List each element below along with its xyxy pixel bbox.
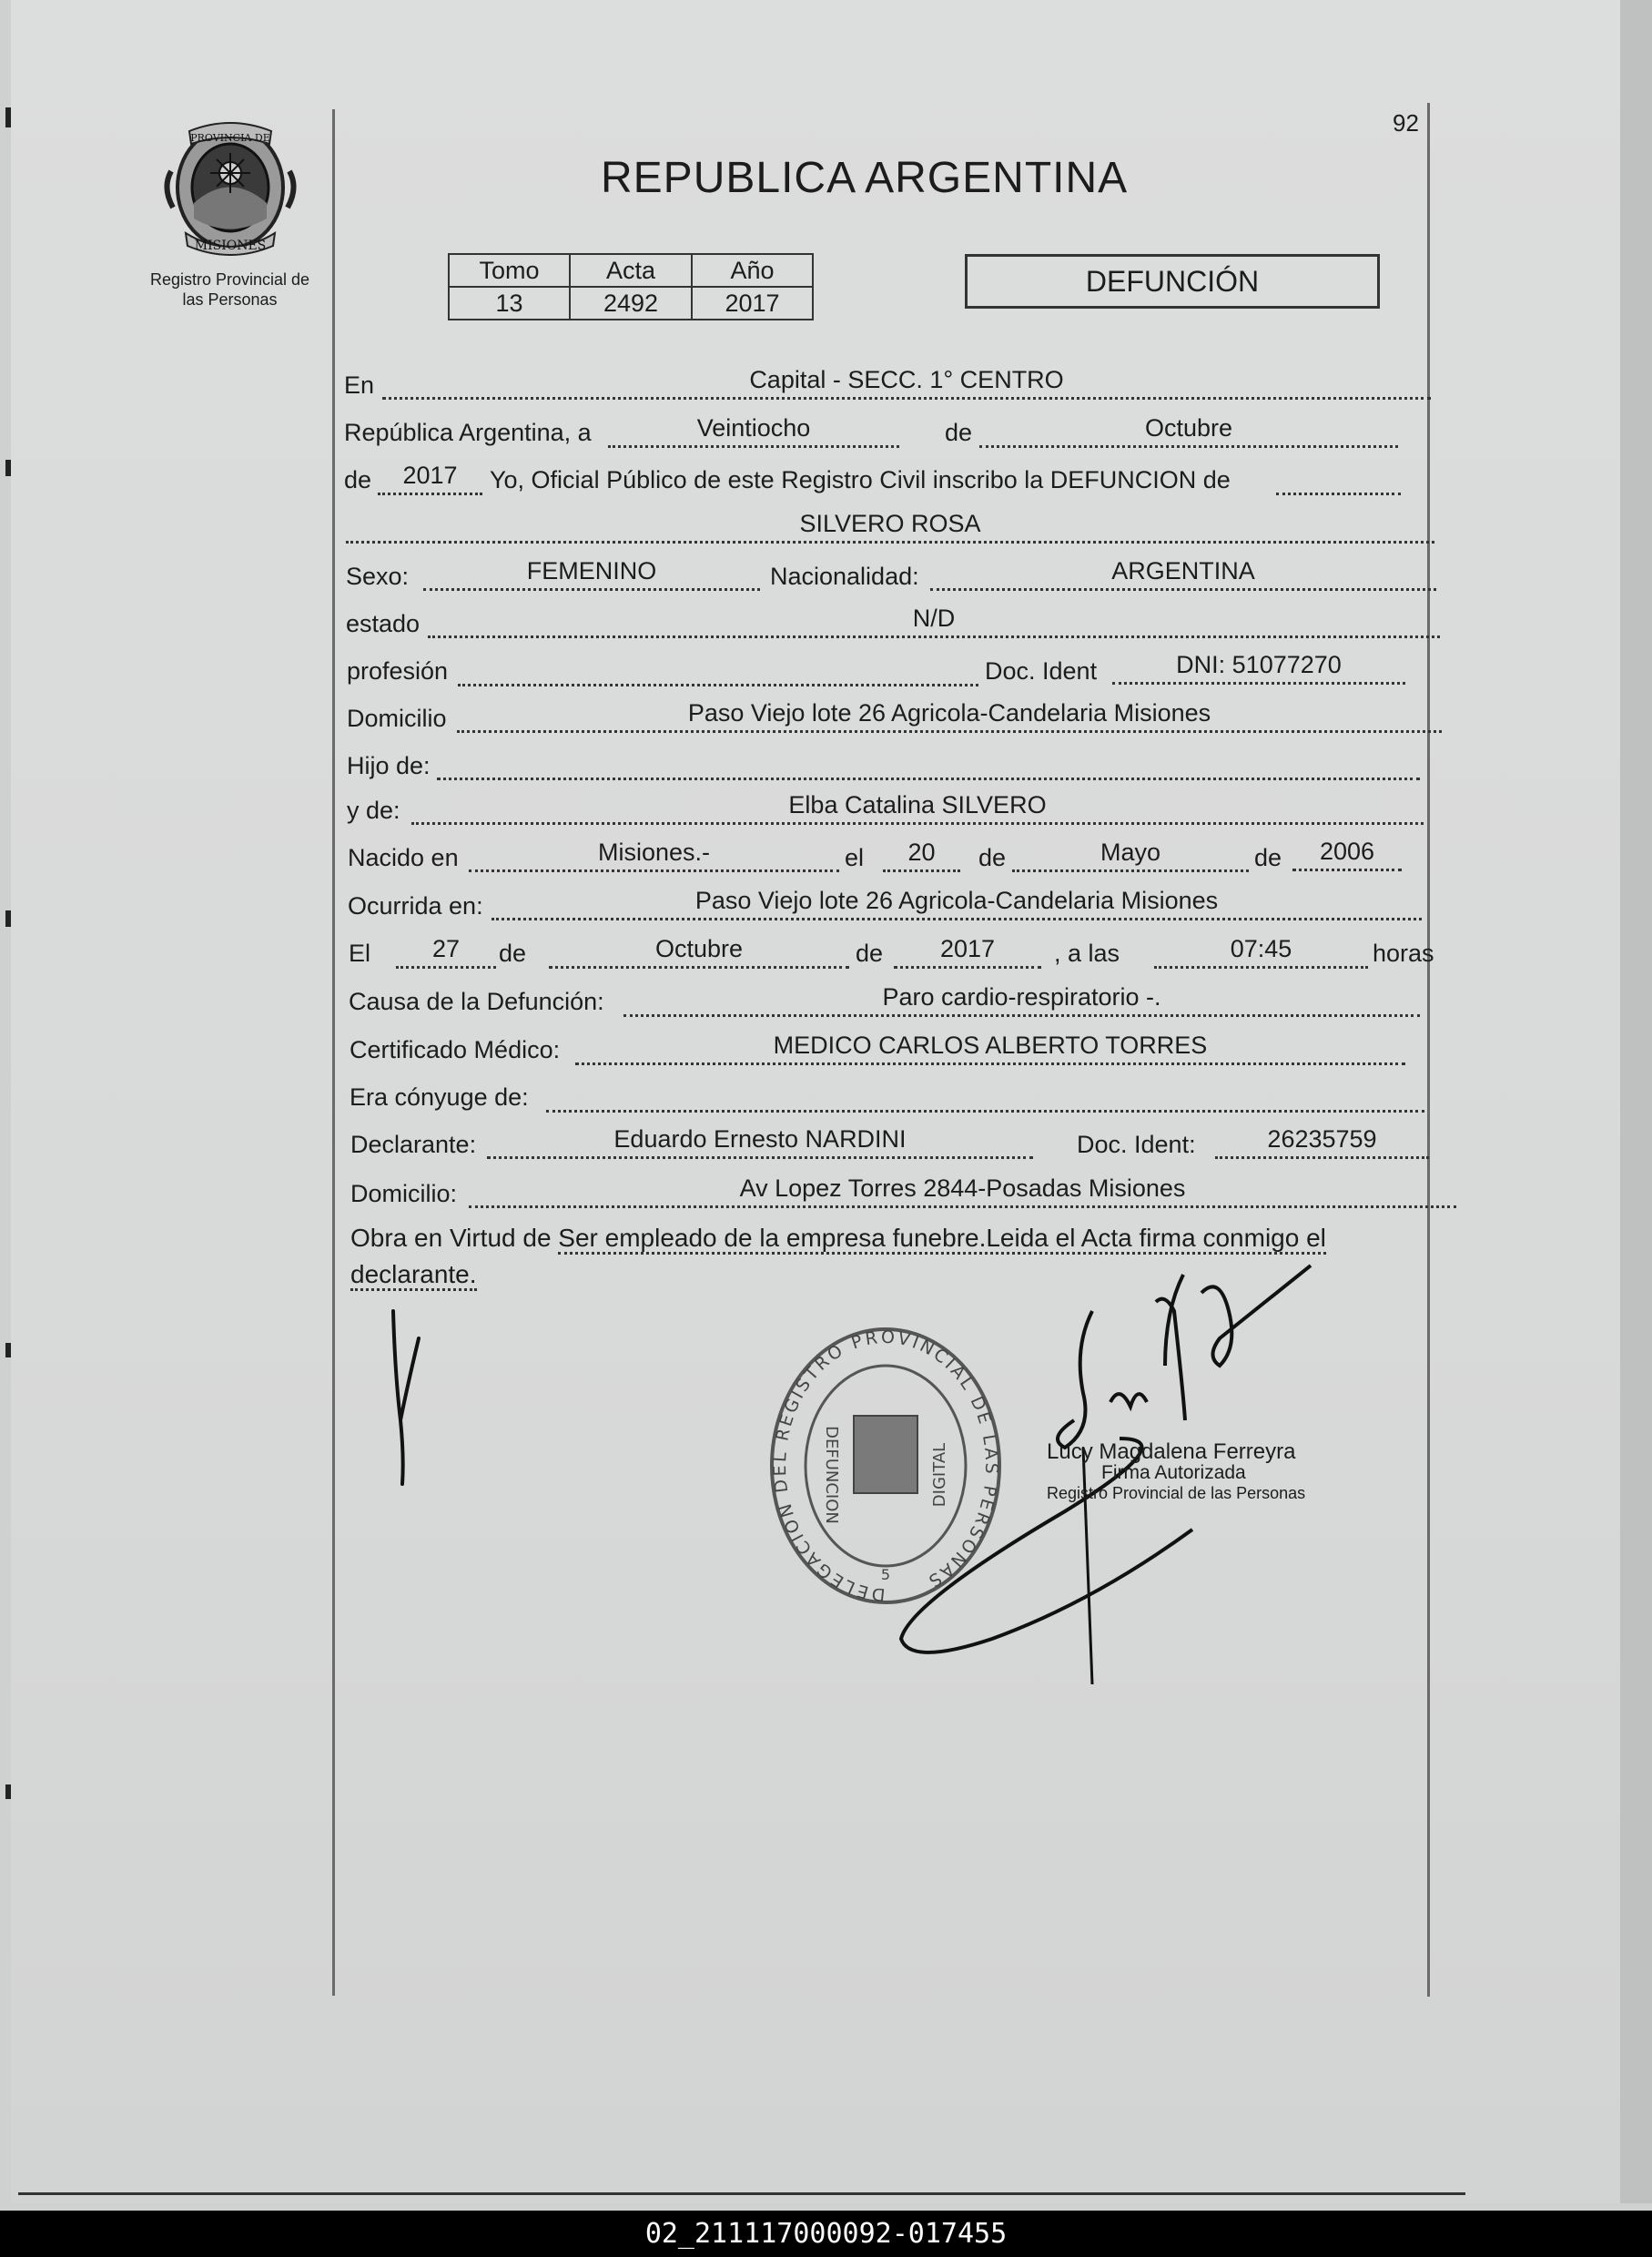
field-blank (1276, 462, 1401, 495)
label-obra: Obra en Virtud de (350, 1224, 552, 1252)
field-profesion (458, 653, 978, 686)
label-causa: Causa de la Defunción: (349, 988, 604, 1015)
table-header-tomo: Tomo (449, 254, 570, 287)
label-nacido-en: Nacido en (348, 844, 459, 871)
label-el: El (349, 940, 371, 967)
label-hijo-de: Hijo de: (347, 752, 431, 779)
label-de: de (978, 844, 1007, 871)
scan-mark (5, 107, 11, 127)
field-def-dia: 27 (396, 935, 496, 969)
page-edge-shadow (1620, 0, 1652, 2203)
obra-en-virtud-paragraph (350, 1220, 1456, 1293)
label-de: de (344, 466, 372, 493)
label-de: de (1254, 844, 1282, 871)
label-certificado: Certificado Médico: (350, 1036, 561, 1063)
scan-mark (5, 460, 11, 476)
field-lugar: Capital - SECC. 1° CENTRO (382, 366, 1431, 400)
misiones-seal-logo (162, 117, 299, 258)
field-def-hora: 07:45 (1154, 935, 1368, 969)
field-nac-anio: 2006 (1292, 838, 1402, 871)
field-hijo-de (437, 747, 1420, 780)
label-de: de (856, 940, 884, 967)
label-republica: República Argentina, a (344, 419, 592, 446)
signer-role: Firma Autorizada (1101, 1462, 1246, 1483)
signer-org: Registro Provincial de las Personas (1047, 1484, 1306, 1502)
record-reference-table (448, 253, 814, 320)
stamp-inner-right: DIGITAL (930, 1442, 949, 1508)
label-nacionalidad: Nacionalidad: (770, 563, 919, 590)
label-sexo: Sexo: (346, 563, 410, 590)
field-estado: N/D (428, 605, 1440, 638)
field-causa: Paro cardio-respiratorio -. (623, 983, 1420, 1017)
stamp-inner-left: DEFUNCION (822, 1426, 841, 1524)
field-dia: Veintiocho (608, 414, 899, 448)
field-certificado: MEDICO CARLOS ALBERTO TORRES (575, 1032, 1405, 1065)
label-domicilio: Domicilio (347, 705, 447, 732)
field-sexo: FEMENINO (423, 557, 760, 591)
stamp-number: 5 (880, 1566, 891, 1583)
label-domicilio: Domicilio: (350, 1180, 458, 1207)
label-el: el (845, 844, 865, 871)
field-mes: Octubre (979, 414, 1398, 448)
label-y-de: y de: (347, 797, 400, 824)
label-ocurrida: Ocurrida en: (348, 892, 483, 920)
table-value-acta: 2492 (570, 287, 692, 320)
label-doc-ident: Doc. Ident: (1077, 1131, 1196, 1158)
field-conyuge (546, 1079, 1424, 1113)
document-title: REPUBLICA ARGENTINA (601, 154, 1129, 202)
label-doc-ident: Doc. Ident (985, 657, 1098, 685)
field-anio: 2017 (378, 462, 482, 495)
stamp-ring-text: DELEGACION DEL REGISTRO PROVINCIAL DE LAS PERSONAS (769, 1327, 1002, 1605)
scan-mark (5, 1784, 11, 1799)
field-nac-mes: Mayo (1012, 839, 1249, 872)
signer-block (1047, 1441, 1305, 1504)
field-declarante: Eduardo Ernesto NARDINI (487, 1125, 1033, 1159)
field-obra: Ser empleado de la empresa funebre.Leida el Acta firma conmigo el declarante. (350, 1224, 1326, 1291)
field-declarante-doc: 26235759 (1215, 1125, 1429, 1159)
scan-file-id: 02_211117000092-017455 (0, 2211, 1652, 2257)
svg-text:PROVINCIA DE: PROVINCIA DE (190, 132, 270, 144)
page-number: 92 (1393, 109, 1419, 137)
table-value-row (449, 287, 813, 320)
table-header-acta: Acta (570, 254, 692, 287)
signer-name: Lucy Magdalena Ferreyra (1047, 1439, 1296, 1464)
field-def-mes: Octubre (549, 935, 849, 969)
left-margin-line (332, 109, 335, 1996)
table-value-tomo: 13 (449, 287, 570, 320)
label-declarante: Declarante: (350, 1131, 477, 1158)
label-horas: horas (1373, 940, 1434, 967)
label-profesion: profesión (347, 657, 449, 685)
scan-mark (5, 910, 11, 927)
record-type-box: DEFUNCIÓN (965, 254, 1380, 309)
label-conyuge: Era cónyuge de: (350, 1083, 529, 1111)
field-nacido-en: Misiones.- (469, 839, 839, 872)
field-declarante-dom: Av Lopez Torres 2844-Posadas Misiones (469, 1174, 1456, 1208)
label-de: de (499, 940, 527, 967)
table-header-row (449, 254, 813, 287)
page-bottom-edge (18, 2192, 1465, 2195)
label-a-las: , a las (1054, 940, 1120, 967)
label-estado: estado (346, 610, 421, 637)
label-yo-oficial: Yo, Oficial Público de este Registro Civil inscribo la DEFUNCION de (490, 466, 1231, 493)
label-en: En (344, 371, 375, 399)
registry-stamp (763, 1316, 1008, 1616)
field-domicilio: Paso Viejo lote 26 Agricola-Candelaria Misiones (457, 699, 1442, 733)
scan-mark (5, 1343, 11, 1357)
field-y-de: Elba Catalina SILVERO (411, 791, 1424, 825)
label-de: de (945, 419, 973, 446)
field-def-anio: 2017 (894, 935, 1041, 969)
field-doc: DNI: 51077270 (1112, 651, 1405, 685)
field-ocurrida: Paso Viejo lote 26 Agricola-Candelaria Misiones (492, 887, 1422, 920)
field-nombre: SILVERO ROSA (346, 510, 1434, 544)
svg-text:MISIONES: MISIONES (194, 239, 267, 253)
table-header-anio: Año (692, 254, 813, 287)
field-nac-dia: 20 (883, 839, 960, 872)
table-value-anio: 2017 (692, 287, 813, 320)
logo-caption: Registro Provincial de las Personas (149, 270, 310, 309)
field-nacionalidad: ARGENTINA (930, 557, 1436, 591)
